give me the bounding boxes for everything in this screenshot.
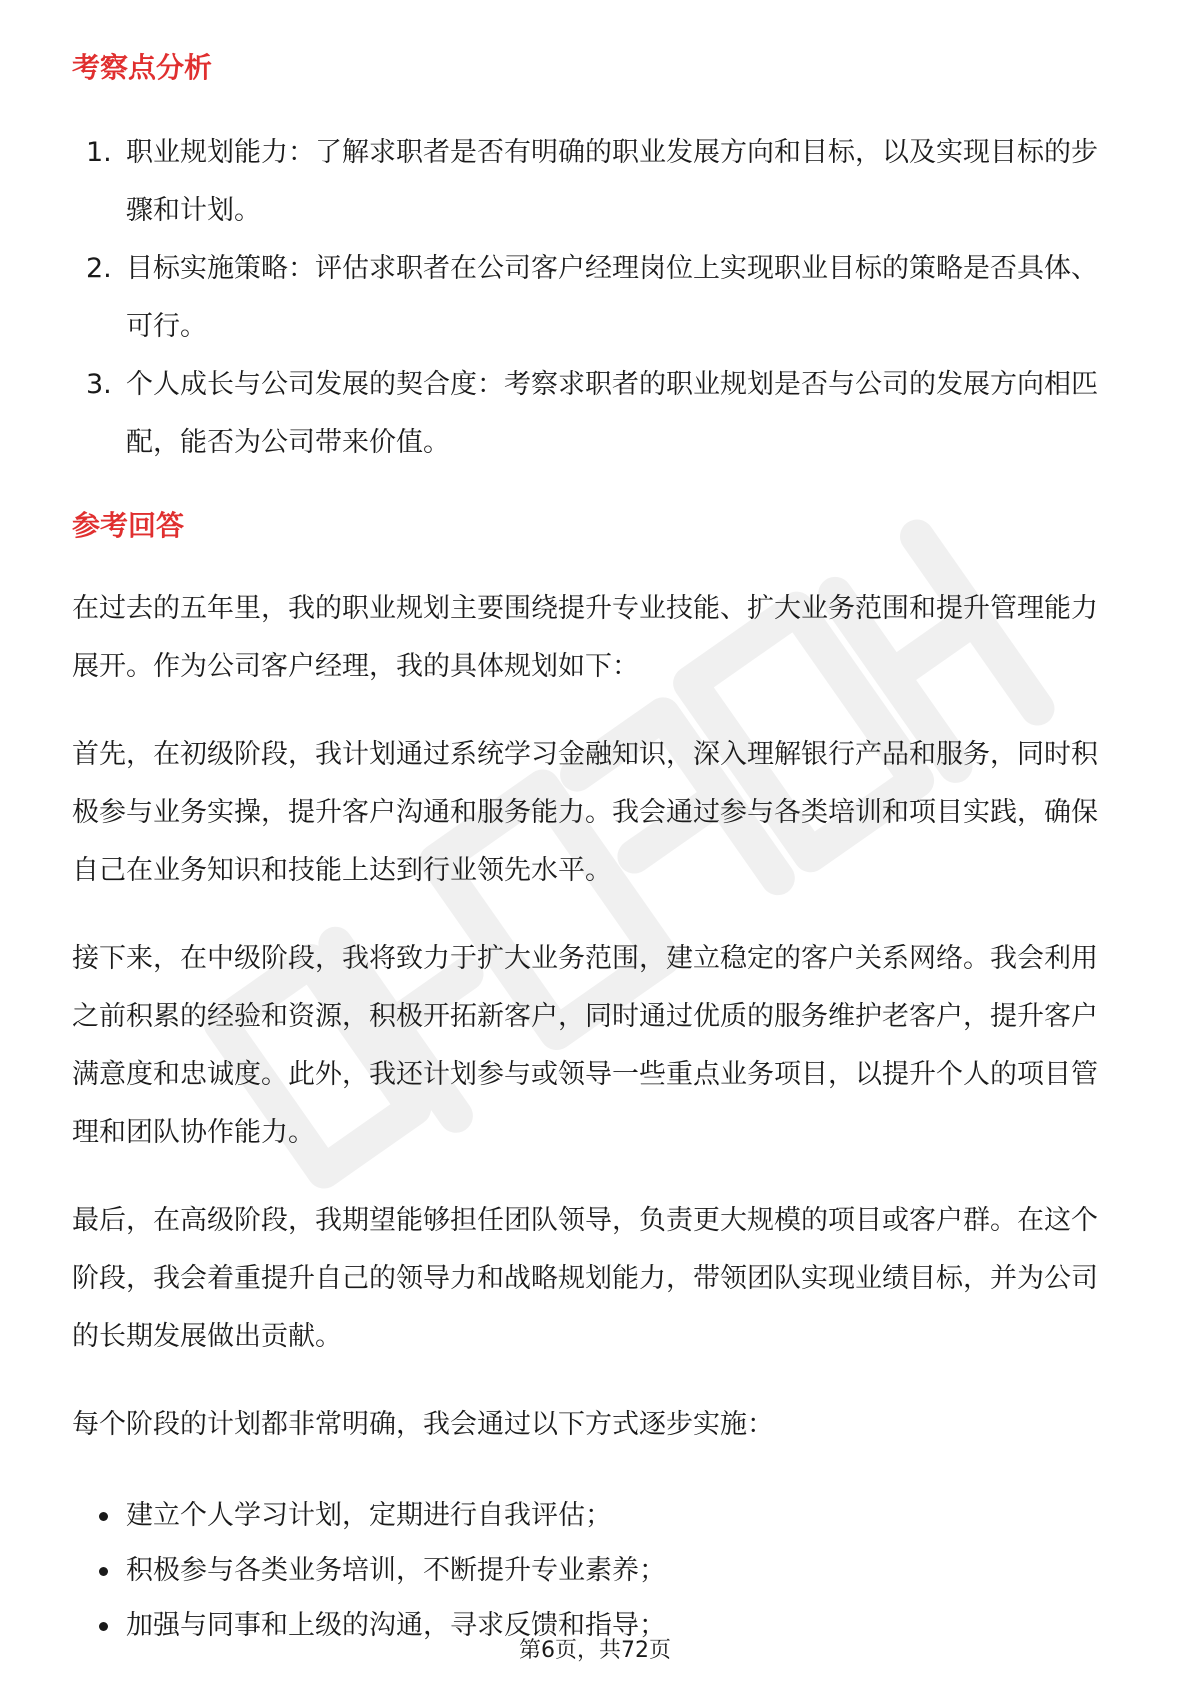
analysis-heading: 考察点分析 (72, 51, 213, 84)
list-item-text: 职业规划能力：了解求职者是否有明确的职业发展方向和目标，以及实现目标的步骤和计划。 (126, 137, 1098, 226)
bullet-dot-icon (99, 1622, 108, 1631)
list-item-text: 目标实施策略：评估求职者在公司客户经理岗位上实现职业目标的策略是否具体、可行。 (126, 253, 1098, 342)
answer-paragraph: 在过去的五年里，我的职业规划主要围绕提升专业技能、扩大业务范围和提升管理能力展开。作为公司客户经理，我的具体规划如下： (72, 593, 1098, 682)
list-item-text: 个人成长与公司发展的契合度：考察求职者的职业规划是否与公司的发展方向相匹配，能否为公司带来价值。 (126, 369, 1098, 458)
list-number: 3. (86, 369, 112, 400)
list-item (72, 124, 1118, 240)
bullet-dot-icon (99, 1512, 108, 1521)
list-item (72, 356, 1118, 472)
bullet-list (72, 1488, 1118, 1653)
bullet-item (72, 1488, 1118, 1543)
answer-paragraph: 每个阶段的计划都非常明确，我会通过以下方式逐步实施： (72, 1409, 774, 1440)
document-page (72, 48, 1118, 1653)
bullet-dot-icon (99, 1567, 108, 1576)
bullet-item-text: 建立个人学习计划，定期进行自我评估； (126, 1500, 612, 1531)
answer-paragraph: 最后，在高级阶段，我期望能够担任团队领导，负责更大规模的项目或客户群。在这个阶段，我会着重提升自己的领导力和战略规划能力，带领团队实现业绩目标，并为公司的长期发展做出贡献。 (72, 1205, 1098, 1352)
bullet-item-text: 加强与同事和上级的沟通，寻求反馈和指导； (126, 1610, 666, 1641)
list-number: 1. (86, 137, 112, 168)
bullet-item (72, 1543, 1118, 1598)
answer-paragraph: 首先，在初级阶段，我计划通过系统学习金融知识，深入理解银行产品和服务，同时积极参与业务实操，提升客户沟通和服务能力。我会通过参与各类培训和项目实践，确保自己在业务知识和技能上达到行业领先水平。 (72, 739, 1098, 886)
list-item (72, 240, 1118, 356)
answer-heading: 参考回答 (72, 509, 185, 542)
answer-paragraph: 接下来，在中级阶段，我将致力于扩大业务范围，建立稳定的客户关系网络。我会利用之前积累的经验和资源，积极开拓新客户，同时通过优质的服务维护老客户，提升客户满意度和忠诚度。此外，我还计划参与或领导一些重点业务项目，以提升个人的项目管理和团队协作能力。 (72, 943, 1098, 1148)
list-number: 2. (86, 253, 112, 284)
analysis-list (72, 124, 1118, 472)
page-number: 第6页，共72页 (519, 1638, 671, 1663)
bullet-item-text: 积极参与各类业务培训，不断提升专业素养； (126, 1555, 666, 1586)
